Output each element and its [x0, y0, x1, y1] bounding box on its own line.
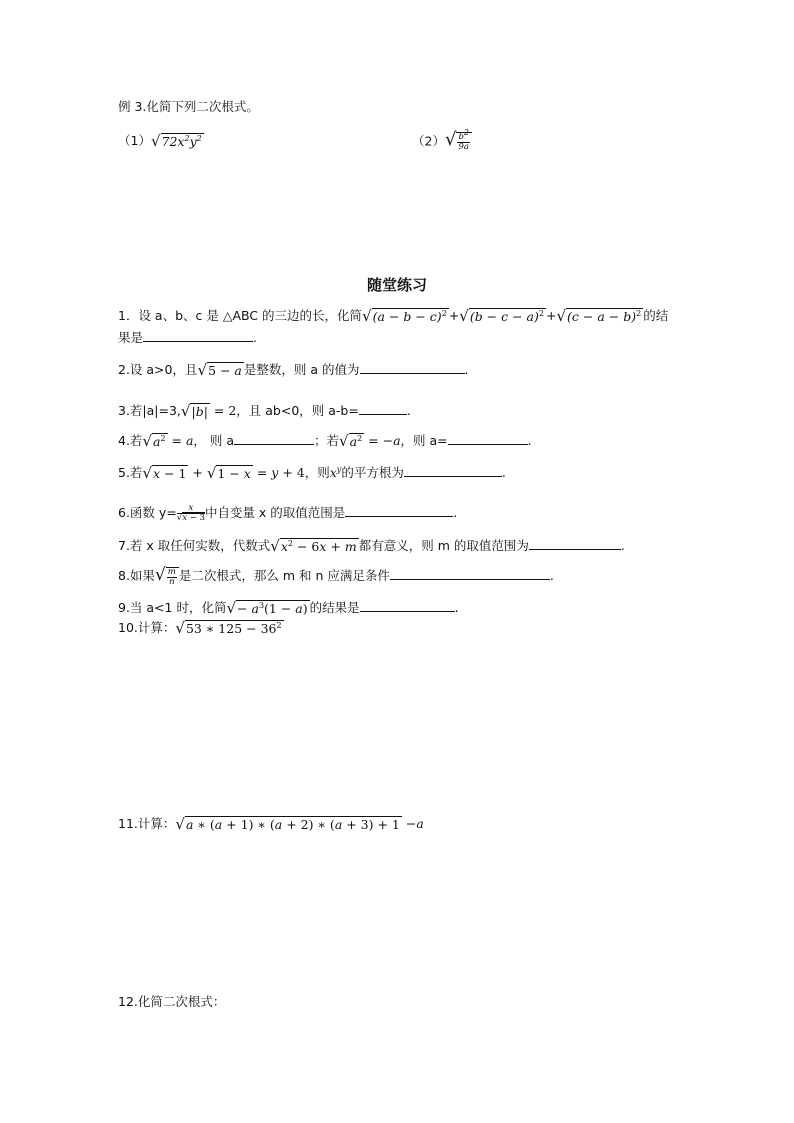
q1-expr-1: √ $(a - b - c)^2$ — [362, 307, 447, 325]
answer-blank-2[interactable] — [360, 360, 465, 374]
q1-period: . — [253, 330, 257, 345]
q2-period: . — [464, 362, 469, 377]
part2-expression: √ $\frac{b^2}{9a}$ — [445, 132, 472, 152]
q4-expr-2: √ $a^2$ — [339, 432, 363, 450]
answer-blank-9[interactable] — [360, 598, 455, 612]
q5-expr-1: √ x − 1 — [142, 464, 187, 482]
q8-text-2: 是二次根式，那么 m 和 n 应满足条件 — [178, 568, 390, 583]
question-1: 1．设 a、b、c 是 △ABC 的三边的长，化简 √ $(a - b - c)^2$ + √ $(b - c - a)^2$ + √ $(c - a - b)^2$ 的结 — [118, 307, 669, 325]
q4-text-3: ；若 — [314, 433, 340, 448]
practice-title: 随堂练习 — [366, 276, 427, 294]
q10-text: 10.计算： — [118, 620, 176, 635]
q11-expr: √ a ∗ (a + 1) ∗ (a + 2) ∗ (a + 3) + 1 — [175, 815, 400, 833]
example3-part2 — [412, 128, 472, 152]
q6-text: 6.函数 y= — [118, 505, 177, 520]
q7-text-2: 都有意义，则 m 的取值范围为 — [358, 538, 529, 553]
q3-period: . — [406, 403, 411, 418]
q8-expr: √ $\frac{m}{n}$ — [155, 567, 179, 587]
q2-expr: √ 5 − a — [197, 361, 242, 379]
q5-text-3: 的平方根为 — [341, 465, 404, 480]
q1-text: 1．设 a、b、c 是 △ABC 的三边的长，化简 — [118, 308, 363, 323]
answer-blank-3[interactable] — [359, 401, 407, 415]
q4-text: 4.若 — [118, 433, 143, 448]
q5-text: 5.若 — [118, 465, 143, 480]
q5-period: . — [501, 465, 506, 480]
question-8 — [118, 566, 554, 587]
q4-period: . — [527, 433, 532, 448]
answer-blank-7[interactable] — [529, 536, 621, 550]
q4-text-2: ， 则 a — [193, 433, 235, 448]
q11-text: 11.计算： — [118, 816, 176, 831]
question-10 — [118, 619, 284, 637]
q1-expr-2: √ $(b - c - a)^2$ — [459, 307, 544, 325]
q10-expr: √ 53 ∗ $125 - 36^2$ — [175, 619, 282, 637]
q4-expr-1: √ $a^2$ — [142, 432, 166, 450]
example3-heading: 例 3.化简下列二次根式。 — [118, 99, 259, 114]
q3-text: 3.若|a|=3, — [118, 403, 181, 418]
q7-text: 7.若 x 取任何实数，代数式 — [118, 538, 271, 553]
question-4: 4.若 √ $a^2$ = a， 则 a ；若 √ $a^2$ = −a，则 a= . — [118, 432, 532, 450]
question-1-cont — [118, 328, 257, 347]
q1-text-2: 的结 — [643, 308, 669, 323]
q3-expr: √ |b| — [180, 402, 208, 420]
answer-blank-6[interactable] — [345, 503, 453, 517]
question-5: 5.若 √ x − 1 + √ 1 − x = y + 4，则$x^y$的平方根为 . — [118, 464, 506, 482]
q8-period: . — [549, 568, 554, 583]
answer-blank-4b[interactable] — [448, 431, 528, 445]
question-3: 3.若|a|=3, √ |b| = 2，且 ab<0，则 a-b= . — [118, 402, 411, 420]
q6-fraction: $\frac{x}{√x - 3}$ — [176, 503, 205, 523]
question-7 — [118, 536, 625, 555]
q8-text: 8.如果 — [118, 568, 155, 583]
q9-text-2: 的结果是 — [309, 600, 360, 615]
q9-expr: √ − $a^3(1 - a)$ — [226, 599, 308, 617]
q9-text: 9.当 a<1 时，化简 — [118, 600, 227, 615]
answer-blank-5[interactable] — [404, 463, 502, 477]
example3-part1 — [118, 132, 204, 150]
q3-text-2: ，且 ab<0，则 a-b= — [236, 403, 359, 418]
part2-label: （2） — [412, 133, 445, 149]
answer-blank-4a[interactable] — [234, 431, 314, 445]
question-2 — [118, 360, 468, 379]
answer-blank-8[interactable] — [390, 566, 550, 580]
q9-period: . — [454, 600, 459, 615]
q7-period: . — [620, 538, 625, 553]
question-6 — [118, 503, 457, 523]
q1-text-3: 果是 — [118, 330, 144, 345]
q5-expr-2: √ 1 − x — [206, 464, 251, 482]
q2-text: 2.设 a>0，且 — [118, 362, 198, 377]
question-9 — [118, 598, 459, 617]
part1-expression: √ $72x^2y^2$ — [150, 132, 202, 150]
question-12: 12.化简二次根式： — [118, 994, 226, 1009]
q7-expr: √ $x^2 - 6x + m$ — [270, 537, 357, 555]
q4-text-4: ，则 a= — [400, 433, 448, 448]
q2-text-2: 是整数，则 a 的值为 — [243, 362, 360, 377]
answer-blank-1[interactable] — [143, 328, 253, 342]
q5-text-2: ，则 — [304, 465, 330, 480]
q6-period: . — [453, 505, 458, 520]
part1-label: （1） — [118, 133, 151, 148]
q6-text-2: 中自变量 x 的取值范围是 — [204, 505, 346, 520]
q1-expr-3: √ $(c - a - b)^2$ — [556, 307, 642, 325]
question-11: 11.计算： √ a ∗ (a + 1) ∗ (a + 2) ∗ (a + 3) + 1 −a — [118, 815, 424, 833]
